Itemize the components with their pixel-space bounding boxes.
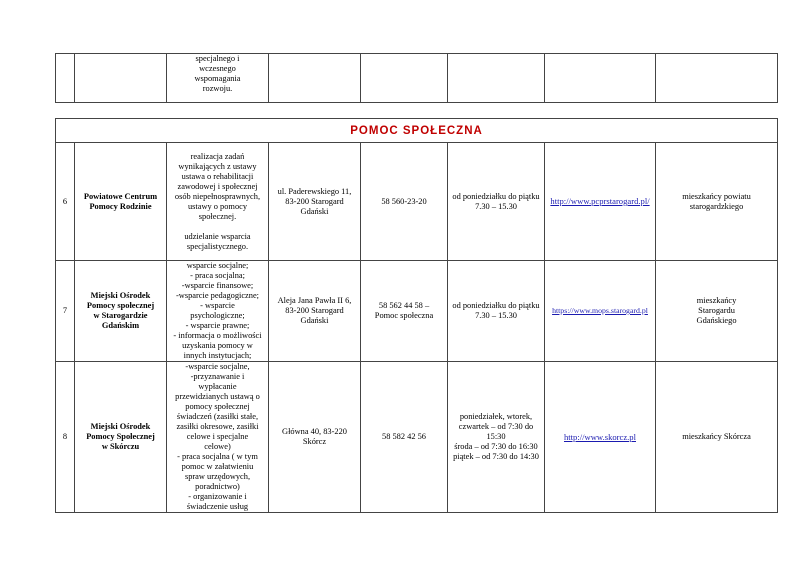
service-line: ustawa o rehabilitacji xyxy=(181,171,254,181)
address-line: Gdański xyxy=(300,316,329,325)
recipients-line: Starogardu xyxy=(698,306,735,315)
name-line: Pomocy Społecznej xyxy=(86,432,155,441)
hours-cell xyxy=(448,362,545,513)
service-line: - informacja o możliwości xyxy=(173,331,262,340)
hours-line: 7.30 – 15.30 xyxy=(475,311,517,320)
name-line: w Skórczu xyxy=(101,442,140,451)
address-cell xyxy=(269,143,361,261)
hours-line: od poniedziałku do piątku xyxy=(452,191,540,201)
social-assistance-table xyxy=(55,118,778,513)
service-line: pomoc w załatwieniu xyxy=(181,462,254,471)
recipients-cell xyxy=(656,143,778,261)
service-line: celowe) xyxy=(204,442,231,451)
phone-line: 58 560-23-20 xyxy=(381,196,427,206)
phone-line: 58 562 44 58 – xyxy=(378,301,430,310)
phone-line: Pomoc społeczna xyxy=(374,311,434,320)
name-line: Powiatowe Centrum xyxy=(83,191,158,201)
service-line: rozwoju. xyxy=(202,84,233,93)
service-line: spraw urzędowych, xyxy=(184,472,251,481)
service-line: wsparcie socjalne; xyxy=(186,261,249,270)
service-line: zawodowej i społecznej xyxy=(177,181,258,191)
service-line: pomocy społecznej xyxy=(185,402,250,411)
website-cell xyxy=(545,362,656,513)
service-line: specjalnego i xyxy=(195,54,240,63)
name-line: Miejski Ośrodek xyxy=(90,422,151,431)
phone-cell xyxy=(361,261,448,362)
phone-line: 58 582 42 56 xyxy=(382,432,426,441)
service-line: wynikających z ustawy xyxy=(178,161,257,171)
address-line: Skórcz xyxy=(302,437,327,446)
hours-line: czwartek – od 7:30 do xyxy=(458,422,534,431)
service-line: udzielanie wsparcia xyxy=(184,231,251,241)
address-line: ul. Paderewskiego 11, xyxy=(277,186,352,196)
services-cell xyxy=(167,362,269,513)
address-cell xyxy=(269,261,361,362)
address-cell xyxy=(269,362,361,513)
website-cell xyxy=(545,54,656,103)
service-line: -wsparcie pedagogiczne; xyxy=(175,291,259,300)
hours-line: piątek – od 7:30 do 14:30 xyxy=(453,452,539,461)
institution-name-cell xyxy=(75,261,167,362)
service-line: osób niepełnosprawnych, xyxy=(174,191,261,201)
website-cell xyxy=(545,261,656,362)
address-line: Główna 40, 83-220 xyxy=(282,427,347,436)
service-line: poradnictwo) xyxy=(195,482,240,491)
recipients-cell xyxy=(656,54,778,103)
institution-name-cell xyxy=(75,143,167,261)
recipients-line: starogardzkiego xyxy=(689,201,744,211)
phone-cell xyxy=(361,143,448,261)
service-line: zasiłki okresowe, zasiłki xyxy=(176,422,259,431)
address-line: 83-200 Starogard xyxy=(285,196,344,206)
address-cell xyxy=(269,54,361,103)
number-cell: 7 xyxy=(56,261,75,362)
name-line: Miejski Ośrodek xyxy=(90,291,151,300)
hours-line: 7.30 – 15.30 xyxy=(475,201,517,211)
phone-cell xyxy=(361,54,448,103)
hours-line: 15:30 xyxy=(486,432,506,441)
services-cell xyxy=(167,261,269,362)
table-row xyxy=(56,143,778,261)
service-line: - praca socjalna ( w tym xyxy=(177,452,258,461)
recipients-cell xyxy=(656,362,778,513)
service-line: społecznej. xyxy=(198,211,237,221)
table-row xyxy=(56,362,778,513)
number-cell xyxy=(56,54,75,103)
hours-line: poniedziałek, wtorek, xyxy=(459,412,533,421)
recipients-line: Gdańskiego xyxy=(696,316,737,325)
address-line: Aleja Jana Pawła II 6, xyxy=(277,296,352,305)
hours-line: środa – od 7:30 do 16:30 xyxy=(454,442,538,451)
service-line: przewidzianych ustawą o xyxy=(175,392,260,401)
number-cell: 8 xyxy=(56,362,75,513)
address-line: 83-200 Starogard xyxy=(285,306,344,315)
address-line: Gdański xyxy=(300,206,329,216)
service-line: innych instytucjach; xyxy=(183,351,252,360)
services-cell xyxy=(167,143,269,261)
recipients-cell xyxy=(656,261,778,362)
service-line: specjalistycznego. xyxy=(186,241,249,251)
table-row xyxy=(56,54,778,103)
service-line: -wsparcie finansowe; xyxy=(181,281,254,290)
section-header-row xyxy=(56,119,778,143)
website-cell xyxy=(545,143,656,261)
service-line: - wsparcie prawne; xyxy=(185,321,250,330)
service-line: świadczenie usług xyxy=(186,502,249,511)
service-line: wczesnego xyxy=(199,64,236,73)
service-line: - praca socjalna; xyxy=(190,271,245,280)
number-cell: 6 xyxy=(56,143,75,261)
service-line: - wsparcie xyxy=(200,301,235,310)
service-line: psychologiczne; xyxy=(190,311,245,320)
service-line: świadczeń (zasiłki stałe, xyxy=(176,412,259,421)
service-line: wypłacanie xyxy=(198,382,237,391)
table-row xyxy=(56,261,778,362)
service-line: -przyznawanie i xyxy=(190,372,245,381)
name-line: Pomocy Rodzinie xyxy=(89,201,152,211)
recipients-line: mieszkańcy powiatu xyxy=(682,191,751,201)
website-link[interactable]: http://www.skorcz.pl xyxy=(563,431,636,442)
institution-name-cell xyxy=(75,54,167,103)
services-cell xyxy=(167,54,269,103)
section-title: POMOC SPOŁECZNA xyxy=(56,119,778,143)
name-line: Gdańskim xyxy=(101,321,140,330)
continuation-table xyxy=(55,53,778,103)
institution-name-cell xyxy=(75,362,167,513)
service-line: - organizowanie i xyxy=(188,492,247,501)
recipients-line: mieszkańcy xyxy=(696,296,737,305)
service-line: celowe i specjalne xyxy=(186,432,249,441)
service-line: wspomagania xyxy=(194,74,241,83)
hours-cell xyxy=(448,54,545,103)
name-line: w Starogardzie xyxy=(93,311,148,320)
website-link[interactable]: https://www.mops.starogard.pl xyxy=(552,306,648,315)
service-line: uzyskania pomocy w xyxy=(182,341,253,350)
service-line: ustawy o pomocy xyxy=(187,201,248,211)
hours-cell xyxy=(448,143,545,261)
recipients-line: mieszkańcy Skórcza xyxy=(682,432,751,441)
name-line: Pomocy społecznej xyxy=(86,301,155,310)
website-link[interactable]: http://www.pcprstarogard.pl/ xyxy=(550,196,650,206)
service-spacer xyxy=(169,222,266,232)
phone-cell xyxy=(361,362,448,513)
hours-line: od poniedziałku do piątku xyxy=(452,301,540,310)
service-line: -wsparcie socjalne, xyxy=(185,362,250,371)
service-line: realizacja zadań xyxy=(190,151,245,161)
hours-cell xyxy=(448,261,545,362)
